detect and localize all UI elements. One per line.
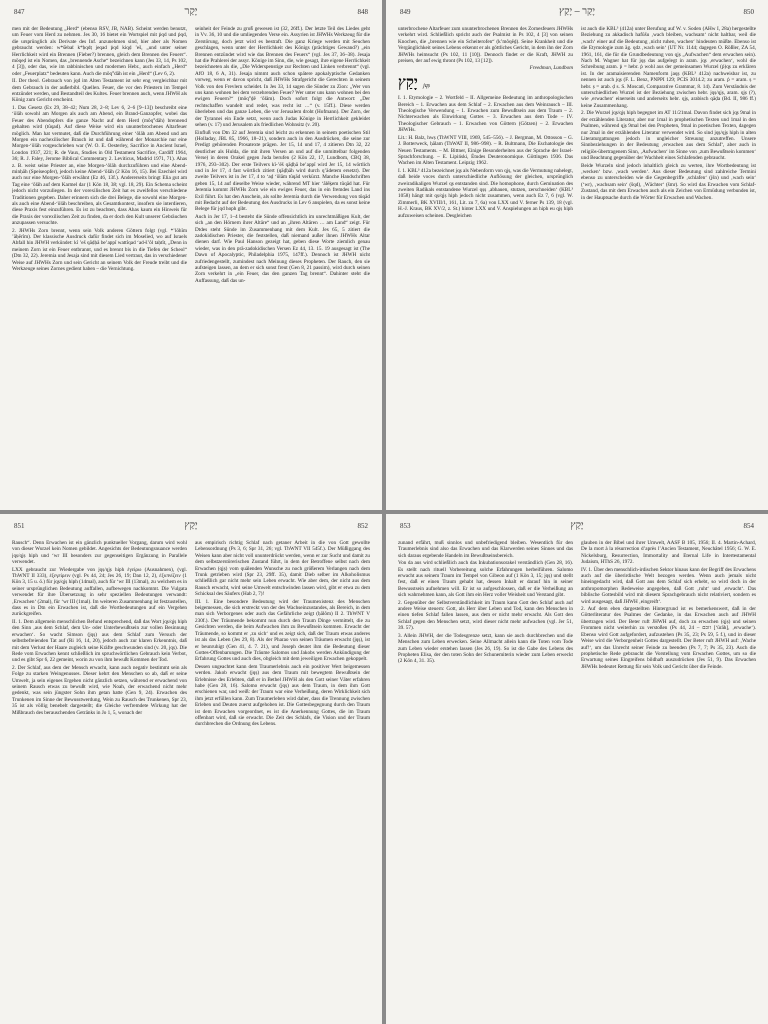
lemma-hebrew: יָקַץ (398, 74, 418, 91)
running-head: יָקַר – יָקַץ (558, 6, 596, 17)
paragraph: glauben in der Bibel und ihrer Umwelt, AASF B 105, 1956; II. 4. Martin-Achard, De la mort à la résurrection d’après l’Ancien Testament, Neuchâtel 1956; G. W. E. Nickelsburg, Resurrection, Immortality and Eternal Life in Intertestamental Judaism, HThS 26, 1972. (581, 540, 756, 566)
paragraph: 1. Das Gesetz (Ex 29, 38–42; Num 28, 2–8; Lev 6, 2–6 [9–13]) beschreibt eine ʻōlāh sowohl am Morgen als auch am Abend, ein Brand-Ganzopfer, wobei das Feuer des Abendopfers die ganze Nacht auf dem Herd (môq°dāh) brennend gehalten wird (tûqad). Auf diese Weise wird ein ununterbrochenes Altarfeuer möglich. Man hat vermutet, daß die Durchführung einer ʻôlāh am Abend und am Morgen ein nachexilischer Brauch ist und daß während der Monarchie nur eine Morgen-ʻôlāh vorgeschrieben war (W. O. E. Oesterley, Sacrifice in Ancient Israel, London 1937, 221; R. de Vaux, Studies in Old Testament Sacrifice, Cardiff 1964, 36; R. J. Faley, Jerome Biblical Commentary 2. Leviticus, Madrid 1971, 71). Ahas z. B. weist seine Priester an, eine Morgen-ʻôlāh durchzuführen und eine Abend-minḥāh (Speiseopfer), jedoch keine Abend-ʻôlāh (2 Kön 16, 15). Bei Ezechiel wird auch nur eine Morgen-ʻôlāh erwähnt (Ez 46, 13f.). Andererseits bringt Elia gut am Tag eine ʻôlāh auf dem Karmel dar (1 Kön 18, 38; vgl. 18, 29). Ein Schema scheint jedoch nicht vorzuliegen. In der vorexilischen Zeit hat es zweifellos verschiedene Traditionen gegeben. Daher erinnern sich die drei Belege, die sowohl eine Morgen- als auch eine Abend-ʻôlāh beschreiben, als Gesamtkontext, insofern sie interdieren, diese Praxis fest einzuführen. Es ist zu beachten, dass Ahas kaum ein Hinweis für die Praxis der vorexilischen Zeit zu finden, da er doch den Kult unserer Gebräuchen anzupassen versuchte. (12, 104, 187, 227)
paragraph: LXX gebraucht zur Wiedergabe von jqṣ/qjṣ hiph ἐγείρω (Ausnahmen), (vgl. ThWNT II 333), ἐξεγείρειν (vgl. Ps 44, 24; Jes 26, 19; Dan 12, 2), ἐξυπνίζειν (1 Kön 3, 15 u. ö.) für jqṣ/qjṣ hiph (14mal), auch für ʻwr III (13mal), zu welchem es in seiner ursprünglichen Bedeutung auffallen, aufbewegen nachkommt. Die Vulgata verwendet für ihre Übersetzung in sehr speziellen Bedeutungen verwandt: ‚Erwachen‘ (2mal), für ʻwr III (1mal). Im weiteren Zusammenhang ist festzustellen, dass es in Dtn ein Erwachen ist, daß die Wortbedeutungen auf ein Vergehen zurückgreifen. (12, 566, 187, 618)
lemma-heading (398, 74, 573, 91)
running-head: יָקַץ (184, 520, 198, 531)
page-header (400, 522, 754, 536)
paragraph: 3. Allein JHWH, der die Todesgrenze setzt, kann sie auch durchbrechen und die Menschen zum Leben erwecken. Seine Allmacht allein kann die Toten vom Tode zum Leben wieder erstehen lassen (Jes 26, 19). So ist die Gabe des Lebens des Propheten Elisa, der den toten Sohn der Schunemiterin wieder zum Leben erweckt (2 Kön 4, 31. 35). (398, 632, 573, 665)
page-number-right: 852 (357, 522, 368, 530)
paragraph: zunand erfährt, muß sinnlos und unbefriedigend bleiben. Wesentlich für den Traumerlebnis sind also das Erwachen und das Klarwerden seines Sinnes und das sich daraus ergebende Handeln im Bewußtseinsbereich. (398, 540, 573, 559)
paragraph: 2. Die Wurzel jqṣ/qjṣ hiph begegnet im AT 11/21mal. Davon findet sich jqṣ 9mal in der erzählenden Literatur, aber nur 1mal in prophetischen Texten und 1mal in den Psalmen, während qjṣ 9mal bei den Propheten, 9mal in poetischen Texten, dagegen nur 2mal in der erzählenden Literatur verwendet wird. So sind jqṣ/qjṣ hiph in alten Literaturgattungen jedoch in ungleicher Streuung anzutreffen. Unsere Sinnbeziehungen in der Bedeutung ‚erwachen aus dem Schlaf‘, aber auch in religiös-übertragenem Sinn, ‚Aufwachen‘ im Sinne von ‚zum Bewußtsein kommen‘ und Beachtung gegenüber der Wachheit eines Schlafenden gebraucht. (581, 110, 756, 162)
article-outline: I. 1. Etymologie – 2. Wortfeld – II. Allgemeine Bedeutung im anthropologischen Bereich – 1. Erwachen aus dem Schlaf – 2. Erwachen aus dem Weinrausch – III. Theologische Verwendung – 1. Erwachen zum Bewußtsein aus dem Traum – 2. Nichterwachen als Einwirkung Gottes – 3. Erwachen aus dem Tode – IV. Theologischer Gebrauch – 1. Erwachen von Göttern (Götzen) – 2. Erwachen JHWHs. (398, 95, 573, 134)
literature-list: Lit.: H. Balz, hwṣ (ThWNT VIII, 1969, 545–556). – J. Bergman, M. Ottosson – G. J. Botterweck, ḥālam (ThWAT II, 986–998). – R. Bultmann, Die Eschatologie des Neuen Testaments. – M. Bittner, Einige Besonderheiten aus der Sprache der Israel-Sprachforschung. – E. Lipiński, Études Deuteronomique. Göttingen 1936. Das Wachen im Alten Testament. Leipzig 1962. (398, 134, 573, 167)
text-column-right (195, 26, 370, 500)
paragraph: men mit der Bedeutung „Herd“ (ebenso RSV, JB, NAB). Scheint werden benutzt, um Feuer vom Herd zu nehmen. Jes 30, 16 bietet ein Wortspiel mit ṗqd und ṗqd, die ursprünglich als Derivate des Inf. anzunehmen sind, hier aber als Nomen gebraucht werden: w*ṡ̄ebaṫ k*ḥqdṭ jeqad ṗqd kiqḍ ʼeš, „und unter seiner Herrlichkeit wird ein Brennen (Fieber?) brennen, gleich dem Brennen des Feuers“. mōqeḍ ist ein Nomen, das „brennende Asche“ bezeichnen kann (Jes 33, 14, Ps 102, 4 [3]), oder das, wie im rabbinischen und modernen Hebr., auch einfach „Herd“ oder „Feuerplatz“ bedeuten kann. Auch die mōq°dāh ist ein „Herd“ (Lev 6, 2). (12, 26, 187, 77)
text-column-left (398, 540, 573, 1014)
page-header (14, 522, 368, 536)
page-number-right: 854 (743, 522, 754, 530)
paragraph: I. 1. KBL³ 412a bezeichnet jqṣ als Nebenform von qjṣ, was die Vermutung nahelegt, daß beide voces durch unterschiedliche Auflösung der gleichen, ursprünglich zweiradikaligen Wurzel qṣ entstanden sind. Die homophone, durch Gemination des zweiten Radikals entstandene Wurzel qṣṣ ‚abhauen, stutzen, zerschneiden‘ (KBL³ 1058) hängt mit qṣ/qjṣ hiph jedoch nicht zusammen, wenn auch Ez 7, 6 (vgl. W. Zimmerli, BK XVIII/1, 161, Lit. zu 7, 6a) von LXX und V. ferner Ps 139, 18 (vgl. H.-J. Kraus, BK XV/2, z. St.) hinter LXX und V. Anspielungen an hiph eu qjṣ hiph aufzuweisen scheinen. Desgleichen (398, 167, 573, 219)
paragraph: 2. Gegenüber der Selbstverständlichkeit im Traum kann Gott den Schlaf auch auf andere Weise steuern: Gott, als Herr über Leben und Tod, kann den Menschen in einen tiefen Schlaf fallen lassen, aus dem er nicht mehr erwacht. Als Gott den Schlaf gegen den Menschen setzt, wird dieser nicht mehr aufwachen (vgl. Jer 51, 39. 57). (398, 599, 573, 632)
paragraph: seinheit der Feinde zu groß gewesen ist (32, 26ff.). Der letzte Teil des Liedes geht in Vv. 36, 10 und die umliegenden Verse ein. Assyrien ist JHWHs Werkzeug für die Zerstörung, doch jetzt wird es bestraft. Die ganz Kriege werden mit Seuchen geschlagen, wenn unter der Herrlichkeit des Königs (prächtiges Gewand?) „ein Brennen entzündet wird wie das Brennen des Feuers“ (vgl. Jes 37, 36–38). Jesaja hat die Prahlerei der assyr. Könige im Sinn, die, wie gesagt, ihre eigene Herrlichkeit bezeichneten als die, „Die Widerspenstige zur Rechten und Linken verbrennt“ (vgl. AfO 18, 6 A, 31). Jesaja nimmt auch schon spätere apokalyptische Gedanken vorweg, wenn er davon spricht, daß JHWHs Strafgericht die Gerechten in seinem Volk von den Frevlern scheidet. In Jes 33, 14 sagen die Sünder zu Zion: „Wer von uns kann wohnen bei dem verzehrenden Feuer? Wer unter uns kann wohnen bei den ewigen Feuern?“ (môq°ḏê ʻôlām). Doch sofort folgt die Antwort: „Der rechtschaffen wandelt und redet, was recht ist …“ (v. 15ff.). Diese werden überleben und das ganze Leben, die vor Jerusalem droht (Hofmann). Der Zorn, der der Tyrannei ein Ende setzt, wenn auch Judas Könige in Herrlichkeit gekleidet sehen (v. 17) und Jerusalem als friedlichen Wohnsitz (v. 20). (195, 26, 370, 129)
running-head: יָקַר (184, 6, 198, 17)
paragraph: IV. 1. Über den menschlich-irdischen Sektor hinaus kann der Begriff des Erwachens auch auf die überirdische Welt bezogen werden. Wenn auch jemals nicht hineingedacht wird, daß Gott aus dem Schlaf sich erhebt, so wird doch in der anthropomorphen Redeweise angegeben, daß Gott ‚ruht‘ und ‚erwacht‘. Das biblische Gottesbild wird mit diesem Sprachgebrauch nicht relativiert, sondern es wird ausgesagt, daß JHWH ‚eingreift‘. (581, 566, 756, 605)
page-number-right: 848 (357, 8, 368, 16)
paragraph: Rausch“. Denn Erwachen ist ein gänzlich punktueller Vorgang, darum wird wohl von dieser Wurzel kein Nomen gebildet. Angesichts der Bedeutungsnuance werden jqṣ/qjṣ hiph und ʻwr III besonders zur gegenseitigen Ergänzung in Parallele verwendet. (12, 540, 187, 566)
paragraph: Dessen ungeachtet kann dem Traumerlebnis auch ein positiver Wert beigemessen werden. Jakob erwacht (jqṣ) aus dem Traum mit bewegtem Bewußtsein der Erlebnisse des Erlebten, daß er in Bethel JHWH als den Gott seiner Väter erfahren habe (Gen 28, 16). Salomo erwacht (jqṣ) aus dem Traum, in dem ihm Gott erschienen war, und weiß: der Traum war eine Verheißung, deren Wirklichkeit sich ihm jetzt erfüllen kann. Zum Traumerleben wird daher, dass die Trennung zwischen Erleben und Deuten zuerst aufgehoben ist. Die Gottesbegegnung durch den Traum ist dem Erwachen vorgeordnet, es ist die Anerkennung Gottes, die im Traum offenbart wird, daß sie erwacht. Die Zeit des Schlafs, die Vision und der Traum durchbrechen die Ordnung des Lebens. (195, 663, 370, 728)
page-number-left: 853 (400, 522, 411, 530)
paragraph: ist auch die KBL³ (412a) unter Berufung auf W. v. Soden (AHw I, 28a) hergestellte Beziehung zu akkadisch hafûšu ‚wach bleiben, wachsam‘ nicht haltbar, weil die ‚wach‘ einer auf die Bedeutung ‚nicht ruhen, wachen‘ hindeuten müßte. Ebenso ist die Etymologie zum äg. qdz ‚wach sein‘ (UT Nr. 1144; dagegen O. Rößler, ZA 54, 1961, 161, die für die Grundbedeutung von qjṣ „Aufwachen“ dem erwachen sein). Nach M. Wagner hat für jqṣ das aufgelegt in aram. jqṣ ‚erwachen‘, wohl die Schreibung aram. ṗ = hebr. ṗ wohl aus der gemeinsamen Wurzel (ṗ)qṣ zu erklären ist. In der aramaisierenden Namenform jaqṣ (KBL³ 412a) nachweisbar ist, zu nennen ist auch jqṣ (F. L. Benz, PNPPI 129; PCIS 3014.2; zu aram. ṗ = aram. ṣ = hebr. ṣ = arab. ḍ s. S. Moscati, Comparative Grammar, 8. 14). Zum Verständnis der unterschiedlichen Wurzel ist der Beziehung zwischen hebr. jqṣ/qjṣ, aram. qjṣ (?), wie ‚erwachen‘ einerseits und anderseits hebr. qjṣ, arabisch qāḍa (Bd. II, 986 ff.) keine Zusammenhang. (581, 26, 756, 109)
page-number-left: 847 (14, 8, 25, 16)
page-849-850 (386, 0, 768, 510)
paragraph: Auch in Jer 17, 1–4 besteht die Sünde offensichtlich im unrechtmäßigen Kult, der sich „an den Hörnern ihrer Altäre“ und an „ihren Altären … am Land“ zeigt. Für Dtdes steht Sünde im Zusammenhang mit dem Kult. Jes 65, 5 zitiert die zadokidischen Priester, die feststellen, daß niemand außer ihnen JHWHs Altar dienen darf. Wie Paul Hanson gezeigt hat, geben diese Worte ziemlich genau wieder, was in den prä-zadokidischen Versen Ez 44, 13. 15. 19 ausgesagt ist (The Dawn of Apocalyptic, Philadelphia 1975, 147ff.). Dennoch ist JHWH nicht zufriedengestellt, zumindest nach Meinung dieses Propheten. Der Rauch, den sie aufsteigen lassen, an dem er sich sonst freut (Gen 8, 21 passim), wird durch seinen Zorn verkehrt in „ein Feuer, das den ganzen Tag brennt“. Dahinter steht die Auffassung, daß das un- (195, 213, 370, 284)
paragraph: unterbrochene Altarfeuer zum ununterbrochenen Brennen des Zornesfeuers JHWHs verkehrt wird. Schließlich spricht auch der Psalmist in Ps 102, 4 [3] von seinen Knochen, die „brennen wie ein Scheiterofen“ (kʼmôqēḏ). Seine Krankheit und die Vergänglichkeit seines Lebens erkennt er als göttliches Gericht, in dem ihn der Zorn JHWHs heimsucht (Ps 102, 11 [10]). Dennoch findet er die Kraft, JHWH zu preisen, der auf ewig thront (Ps 102, 13 [12]). (398, 26, 573, 65)
page-851-852 (0, 514, 382, 1024)
page-number-left: 849 (400, 8, 411, 16)
page-847-848 (0, 0, 382, 510)
paragraph: Beide Wurzeln sind jedoch inhaltlich gleich zu werten, ihre Wortbedeutung ist ‚wecken‘ bzw. ‚wach werden‘. Aus dieser Bedeutung sind zahlreiche Termini ebenso zu unterscheiden wie die Gegenbegriffe ‚schlafen‘ (jšn) und ‚wach sein‘ (ʻwr), ‚wachsam sein‘ (šqd), ‚Wächter‘ (šmr). So wird das Erwachen vom Schlaf-Zustand, das mit dem Erwachen auch als ein Zeichen von Ermüdung verbunden ist, in der Hauptsache durch die Wörter für Erwachen und Wachen. (581, 162, 756, 201)
paragraph: III. 1. Eine besondere Bedeutung wird der Traumexistenz des Menschen beigemessen, die sich erstreckt von der des Wachseinzustandes, als Bereich, in dem man sich Verborgenes oder auch das Gefährliche zeigt (ḥālôm) II 2. ThWNT V 230f.). Der Träumende bekommt nun durch den Traum Dinge vermittelt, die zu Gesichten werden, die beim Aufwachen ihm zu Bewußtsein kommen. Erwacht der Träumende, so kommt er ‚zu sich‘ und es zeigt sich, daß der Traum etwas anderes ist als das Leben (Jes 29, 8). Als der Pharao von seinen Träumen erwacht (jqṣ), ist er beunruhigt (Gen 41, 4. 7. 21), und Joseph deutet ihm die Bedeutung dieser Gottes-Offenbarungen. Die Träume Salomos und Jakobs werden Ankündigung der Erfahrung Gottes und auch dies, obgleich mit dem jeweiligen Erwachen gekoppelt. (195, 598, 370, 663)
paragraph: Einfluß von Dtn 32 auf Jeremia sind leicht zu erkennen in seinem poetischen Stil (Holladay, JBL 85, 1966, 18–21), sondern auch in den Ausdrücken, die seine zur Predigt gehörenden Prosatexte prägen. Jer 15, 14 und 17, 4 zitieren Dtn 32, 22 deutlicher als Hulda, die mit ihren Versen an und auf die unmittelbar folgenden Verse) in deren Orakel gegen Juda berufen (2 Kön 22, 17, Lundbom, CBQ 38, 1976, 293–302). Der erste Teilvers kî-ʼēš qāḏḥā beʼappî wird Jer 15, 14 wörtlich und in Jer 17, 4 fast wörtlich zitiert (qāḏḥāh wird durch qʼādetem ersetzt). Der zweite Teilvers ist in Jer 17, 4 to ʻaḏ ʻôlām tûqād verkürzt. Manche Handschriften geben 15, 14 auf dieselbe Weise wieder, während MT hier ʻălêḵem tûqād hat. Für Jeremia kommt JHWHs Zorn wie ein ewiges Feuer, das in ein fremdes Land ins Exil führt. Es hat den Anschein, als sollte Jeremia durch die Verwendung von tûqād mit Bedacht auf der Bedeutung des Ausdrucks in Lev 6 anspielen, da es sonst keine Belege für jqd hoph gibt. (195, 129, 370, 213)
page-header (14, 8, 368, 22)
text-column-left (12, 540, 187, 1014)
paragraph: II. 1. Dem allgemein menschlichen Befund entsprechend, daß das Wort jqṣ/qjṣ hiph den Sinn ‚aus dem Schlaf, dem Un- oder Unterbewußtsein zur vollen Besinnung erwachen‘. So wacht Simson (jqṣ) aus dem Schlaf zum Versuch der selbstbefreienden Tat auf (Ri 16, 14, 20), jedoch auch zur klaren Erkenntnis, daß mit dem Verlust der Haare zugleich seine Kräfte geschwunden sind (v. 20, jqṣ). Die Rede vom Erwachen kennt schließlich im spruchwörtlichen Gebrauch kein Verbot, und es gibt Spr 6, 22 gemeint, worin zu von ihm bewußt Kommen der Tod. (12, 618, 187, 664)
author-signature: Freedman, Lundbom (529, 65, 573, 72)
page-header (400, 8, 754, 22)
page-853-854 (386, 514, 768, 1024)
paragraph: 2. JHWHs Zorn brennt, wenn sein Volk anderen Göttern folgt (vgl. *ʼlōhîm ʼăḥērîm). Der klassische Ausdruck dafür findet sich im Moselied, wo auf Israels Abfall hin JHWH verkündet: kî ʼeš qāḍḥā beʼappî wattîqad ʻad-šʼôl taḥtît, „Denn in meinem Zorn ist ein Feuer entbrannt, und es brennt bis in die Tiefen der Scheol“ (Dtn 32, 22). Jeremia und Jesaja sind mit diesem Lied vertraut, das in verschiedener Weise auf JHWHs Zorn und sein Gericht an seinem Volk der Freude treibt und die Werkzeuge seines Zornes gedient haben – die Vernichtung. (12, 227, 187, 273)
text-column-left (398, 26, 573, 500)
text-column-right (581, 540, 756, 1014)
paragraph: II. Der theol. Gebrauch von jqd im Alten Testament ist sehr eng vergleichbar mit dem Gebrauch in der außerbibl. Quellen. Feuer, die vor den Priestern im Tempel entzündet werden, und Bestandteil des Kultes. Feuer brennen auch, wenn JHWH als König zum Gericht erscheint. (12, 78, 187, 104)
paragraph: aus empirisch richtig Schlaf nach getaner Arbeit in die von Gott gewollte Lebensordnung (Ps 3, 6; Spr 31, 26; vgl. ThWNT VII 545f.). Der Müßiggang des Weisen kann aber nicht voll ununterdrückt werden, wenn er zur Sucht und damit zu dem selbstzerstörerischen Zustand führt, in dem der Betroffene selbst nach dem Erwachen (qjṣ) vom quälenden Wunsche zu noch größerem Verlangen nach dem Trunk getrieben wird (Spr 23, 29ff. 35), damit Dieb selber im Alkoholismus schließlich gar nicht mehr sein Leben erwacht. Wie aber dem, der nicht aus dem Rausch erwacht, wird seine Umwelt entschwinden lassen wird, gibt er etwa zu dem Schicksal des Säufers (Hab 2, 7)! (195, 540, 370, 598)
text-column-left (12, 26, 187, 500)
text-column-right (195, 540, 370, 1014)
page-number-right: 850 (743, 8, 754, 16)
paragraph: Von da aus wird schließlich auch das Inkubationsorakel verständlich (Gen 28, 16). Es stellt nach rituell Vorbereitung solche Erfahrungen herbeiführen. Salomo erwacht aus seinem Traum im Tempel von Gibeon auf (1 Kön 3, 15; jqṣ) und stellt fest, daß er einen Traum gehabt hat, dessen Inhalt er darauf hin in seiner Bewusstsein aufnehmen will. Er ist so aufgeschlossen, daß er die Verheißung an sich wahrnehmen kann, als Gott ihm ein Herz voller Weisheit und Verstand gibt. (398, 560, 573, 599)
paragraph: 2. Der Schlaf, aus dem der Mensch erwacht, kann auch negativ bestimmt sein als Folge zu starken Weingenusses. Dieser kehrt den Menschen so ab, daß er seine Umwelt, ja sein eigenes Ergehen nicht gänzlich setzen, während er erwachend von seinem Rausch etwas zu bewußt wird, wie Noah, der erwachend nicht mehr gedenkt, was sein jüngster Sohn ihm getan hatte (Gen 9, 24). Erwachen des Trunkenen im Sinne der Bewusstwerdung, Wein zu Rausch des Trunkenen, Spr 23, 35 ist als völlig benebelt dargestellt; die Gleiche verfremdete Wirkung hat der Mißbrauch des berauschenden Getränks in Jo 1, 5, wonach der (12, 664, 187, 716)
paragraph: 2. Auf dem eben dargestellten Hintergrund ist es bemerkenswert, daß in der Götterliteratur des Psalmes der Gedanke, in das Erwachen auch auf JHWH übertragen wird. Der Beter ruft JHWH auf, doch zu erwachen (qjṣ) und seinen Frommen nicht weiterhin zu verstoßen (Ps 44, 24 – זזכם [ʻūrāh], ‚erwache‘). Ebenso wird Gott aufgefordert, aufzustehen (Ps 35, 23; Ps 59, 5 f.), und in dieser Weise wird die Verborgenheit Gottes dargestellt. Der Beter ruft JHWH auf: ‚Wache auf!‘, um das Unrecht seiner Feinde zu beenden (Ps 7, 7; Ps 35, 23). Auch die prophetische Rede gebraucht die Vorstellung vom Erwachen Gottes, um so die Erwartung seines Eingreifens bildhaft auszudrücken (Jes 51, 9). Das Erwachen JHWHs bedeutet Rettung für sein Volk und Gericht über die Feinde. (581, 606, 756, 670)
running-head: יָקַץ (570, 520, 584, 531)
page-number-left: 851 (14, 522, 25, 530)
lemma-transliteration: jqṣ (423, 82, 431, 89)
text-column-right (581, 26, 756, 500)
